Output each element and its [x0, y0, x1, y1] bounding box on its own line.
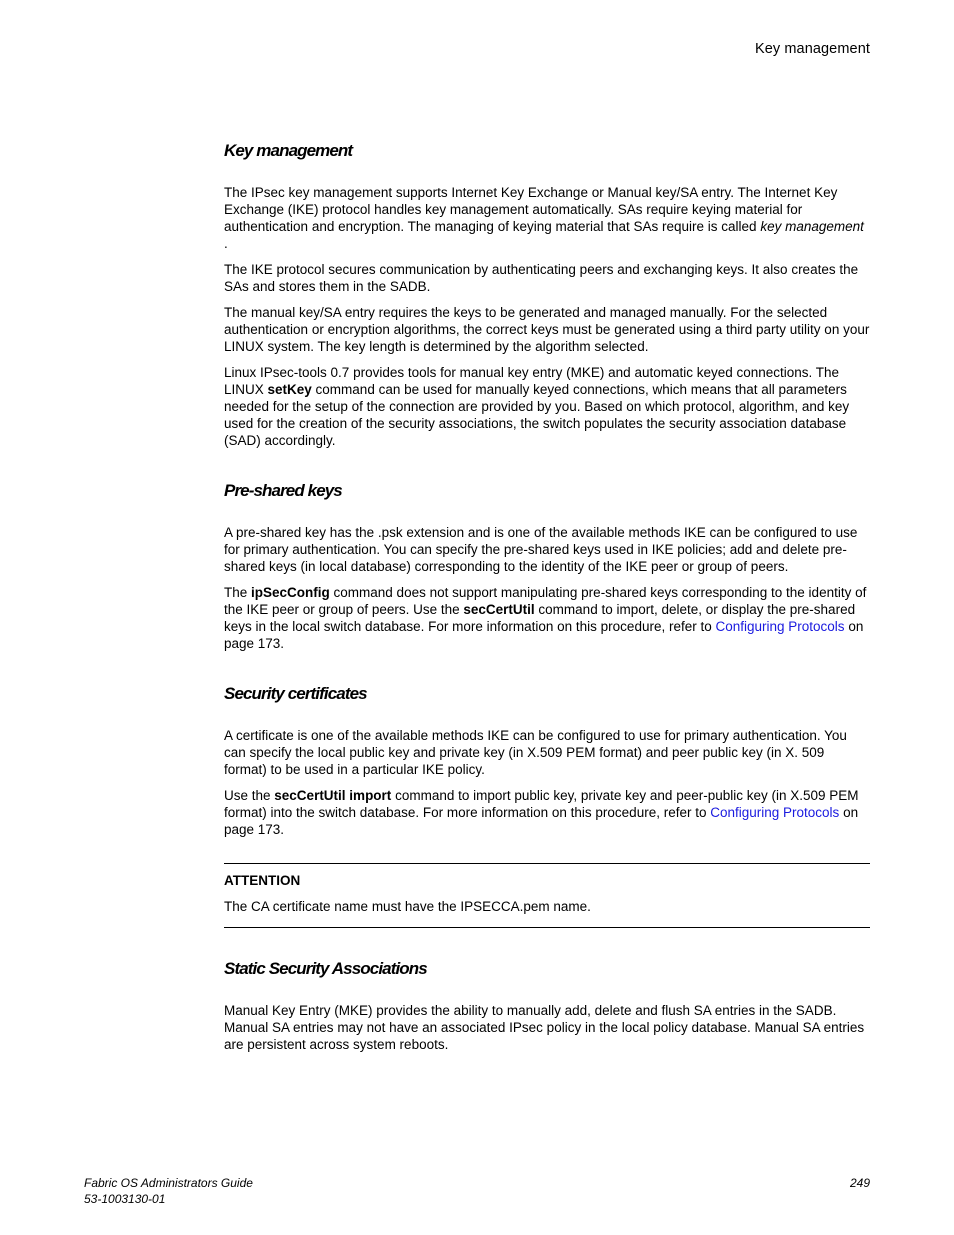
- footer-doc-title: Fabric OS Administrators Guide: [84, 1176, 253, 1190]
- configuring-protocols-link[interactable]: Configuring Protocols: [715, 619, 845, 634]
- command-name: setKey: [267, 382, 312, 397]
- section-security-certificates: [224, 683, 870, 838]
- text-run: Use the: [224, 788, 275, 803]
- configuring-protocols-link[interactable]: Configuring Protocols: [710, 805, 840, 820]
- paragraph: [224, 184, 870, 252]
- section-heading: Static Security Associations: [224, 959, 427, 978]
- running-header: Key management: [754, 41, 870, 57]
- text-run: command to import public key, private key and peer-public key (in X.509 PEM format) into the switch database. For more information on this procedure, refer to: [224, 788, 859, 820]
- section-heading: Key management: [224, 141, 353, 160]
- section-static-security-associations: [224, 958, 870, 1053]
- attention-box: [224, 863, 870, 928]
- footer-document-info: [84, 1175, 253, 1207]
- paragraph: [224, 584, 870, 652]
- text-run: on page 173.: [224, 805, 859, 837]
- paragraph: The manual key/SA entry requires the keys to be generated and managed manually. For the selected authentication or encryption algorithms, the correct keys must be generated using a third party utility on your LINUX system. The key length is determined by the algorithm selected.: [224, 305, 870, 354]
- paragraph: The IKE protocol secures communication by authenticating peers and exchanging keys. It also creates the SAs and stores them in the SADB.: [224, 262, 859, 294]
- text-run: Linux IPsec-tools 0.7 provides tools for manual key entry (MKE) and automatic keyed connections. The LINUX: [224, 365, 840, 397]
- footer-page-number: 249: [849, 1176, 870, 1190]
- text-run: on page 173.: [224, 619, 864, 651]
- paragraph: A pre-shared key has the .psk extension and is one of the available methods IKE can be configured to use for primary authentication. You can specify the pre-shared keys used in IKE policies; add and delete pre-shared keys (in local database) corresponding to the identity of the IKE peer or group of peers.: [224, 525, 858, 574]
- paragraph: [224, 364, 870, 449]
- paragraph: [224, 787, 870, 838]
- text-run: .: [224, 236, 228, 251]
- footer-doc-number: 53-1003130-01: [84, 1192, 166, 1206]
- attention-title: ATTENTION: [224, 873, 301, 888]
- text-run: The: [224, 585, 252, 600]
- text-run: command can be used for manually keyed connections, which means that all parameters needed for the setup of the connection are provided by you. Based on which protocol, algorithm, and key used for the creation of the security associations, the switch populates the security association database (SAD) accordingly.: [224, 382, 850, 448]
- page-content: [224, 140, 870, 1084]
- text-run: command does not support manipulating pre-shared keys corresponding to the identity of the IKE peer or group of peers. Use the: [224, 585, 867, 617]
- text-run: command to import, delete, or display the pre-shared keys in the local switch database. For more information on this procedure, refer to: [224, 602, 856, 634]
- section-key-management: [224, 140, 870, 449]
- section-heading: Pre-shared keys: [224, 481, 342, 500]
- paragraph: A certificate is one of the available methods IKE can be configured to use for primary authentication. You can specify the local public key and private key (in X.509 PEM format) and peer public key (in X. 509 format) to be used in a particular IKE policy.: [224, 728, 847, 777]
- section-heading: Security certificates: [224, 684, 367, 703]
- command-name: ipSecConfig: [251, 585, 330, 600]
- emphasis-term: key management: [760, 219, 864, 234]
- attention-text: The CA certificate name must have the IPSECCA.pem name.: [224, 899, 591, 914]
- text-run: The IPsec key management supports Internet Key Exchange or Manual key/SA entry. The Internet Key Exchange (IKE) protocol handles key management automatically. SAs require keying material for authentication and encryption. The managing of keying material that SAs require is called: [224, 185, 838, 234]
- command-name: secCertUtil import: [274, 788, 392, 803]
- paragraph: Manual Key Entry (MKE) provides the ability to manually add, delete and flush SA entries in the SADB. Manual SA entries may not have an associated IPsec policy in the local policy database. Manual SA entries are persistent across system reboots.: [224, 1003, 865, 1052]
- section-pre-shared-keys: [224, 480, 870, 652]
- command-name: secCertUtil: [463, 602, 535, 617]
